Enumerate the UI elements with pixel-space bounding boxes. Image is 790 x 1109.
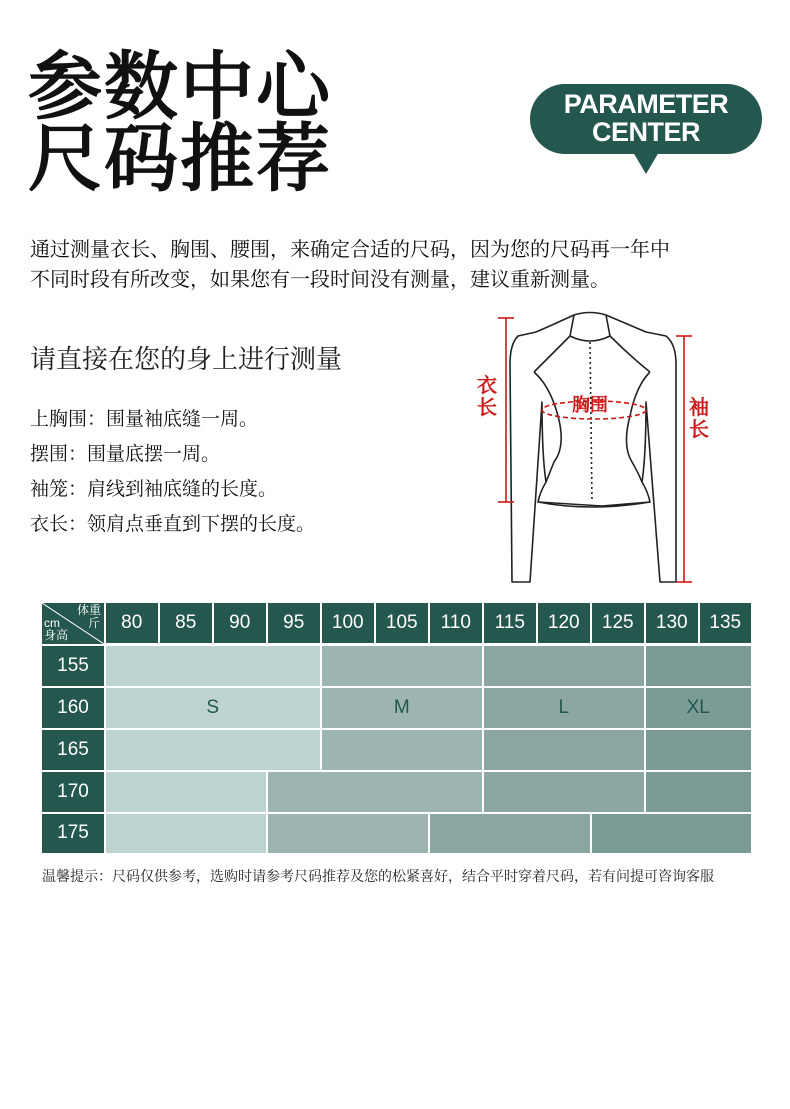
size-label-m: M: [393, 696, 410, 718]
definition-term: 摆围：: [30, 443, 88, 465]
length-label: 衣长: [477, 373, 497, 419]
size-band-l: [484, 772, 645, 813]
page-title-line2: 尺码推荐: [28, 116, 332, 202]
weight-header: 100: [322, 603, 375, 643]
size-band-l: [430, 814, 591, 854]
measure-subtitle: 请直接在您的身上进行测量: [30, 345, 343, 375]
height-header: 160: [42, 688, 104, 729]
size-band-m: [268, 772, 483, 813]
intro-line1: 通过测量衣长、胸围、腰围，来确定合适的尺码，因为您的尺码再一年中: [30, 237, 670, 261]
page-title-line1: 参数中心: [28, 44, 332, 130]
size-band-s: [106, 646, 321, 687]
tip-text: 温馨提示：尺码仅供参考，选购时请参考尺码推荐及您的松紧喜好，结合平时穿着尺码，若有问提可咨询客服: [42, 869, 714, 885]
size-band-xl: [646, 772, 752, 813]
height-header: 170: [42, 772, 104, 813]
definition-desc: 围量底摆一周。: [87, 443, 221, 465]
badge-line2: CENTER: [591, 117, 700, 147]
size-band-s: [106, 814, 267, 854]
zipper-line: [590, 342, 592, 502]
weight-header: 105: [376, 603, 429, 643]
corner-weight: 体重: [76, 603, 101, 617]
weight-header: 130: [646, 603, 699, 643]
size-band-xl: [646, 730, 752, 771]
height-header: 155: [42, 646, 104, 687]
height-header: 175: [42, 814, 104, 854]
definition-desc: 肩线到袖底缝的长度。: [87, 478, 278, 500]
definition-desc: 领肩点垂直到下摆的长度。: [87, 513, 316, 535]
left-raglan-seam: [534, 336, 570, 372]
sleeve-label: 袖长: [689, 395, 709, 441]
corner-height: 身高: [44, 628, 69, 642]
table-corner: [42, 603, 104, 644]
size-label-xl: XL: [686, 696, 710, 718]
intro-line2: 不同时段有所改变，如果您有一段时间没有测量，建议重新测量。: [30, 267, 610, 291]
right-raglan-seam: [610, 336, 650, 372]
definition-hem: [30, 442, 220, 466]
definition-desc: 围量袖底缝一周。: [106, 408, 259, 430]
size-band-l: [484, 646, 645, 687]
weight-header: 95: [268, 603, 321, 643]
chest-label: 胸围: [572, 395, 608, 416]
corner-jin: 斤: [87, 616, 100, 630]
definition-term: 上胸围：: [30, 408, 107, 430]
size-band-s: [106, 730, 321, 771]
corner-cm: cm: [44, 616, 60, 630]
size-label-s: S: [206, 696, 220, 718]
definition-length: [30, 512, 315, 536]
badge-line1: PARAMETER: [563, 89, 729, 119]
weight-header: 120: [538, 603, 591, 643]
size-band-xl: [592, 814, 752, 854]
parameter-center-badge: [530, 84, 762, 154]
size-table: [42, 603, 751, 853]
collar-outline: [570, 313, 610, 342]
definition-term: 袖笼：: [30, 478, 88, 500]
size-band-l: [484, 730, 645, 771]
size-label-l: L: [558, 696, 570, 718]
size-band-m: [322, 646, 483, 687]
weight-header: 125: [592, 603, 645, 643]
weight-header: 110: [430, 603, 483, 643]
jacket-outline: [510, 315, 676, 582]
definition-term: 衣长：: [30, 513, 88, 535]
size-band-xl: [646, 646, 752, 687]
definition-chest: [30, 407, 258, 431]
weight-header: 80: [106, 603, 159, 643]
weight-header: 135: [700, 603, 752, 643]
jacket-diagram: [470, 306, 700, 588]
size-band-m: [268, 814, 429, 854]
height-header: 165: [42, 730, 104, 771]
size-band-s: [106, 772, 267, 813]
weight-header: 90: [214, 603, 267, 643]
size-band-m: [322, 730, 483, 771]
weight-header: 115: [484, 603, 537, 643]
definition-armhole: [30, 477, 277, 501]
weight-header: 85: [160, 603, 213, 643]
